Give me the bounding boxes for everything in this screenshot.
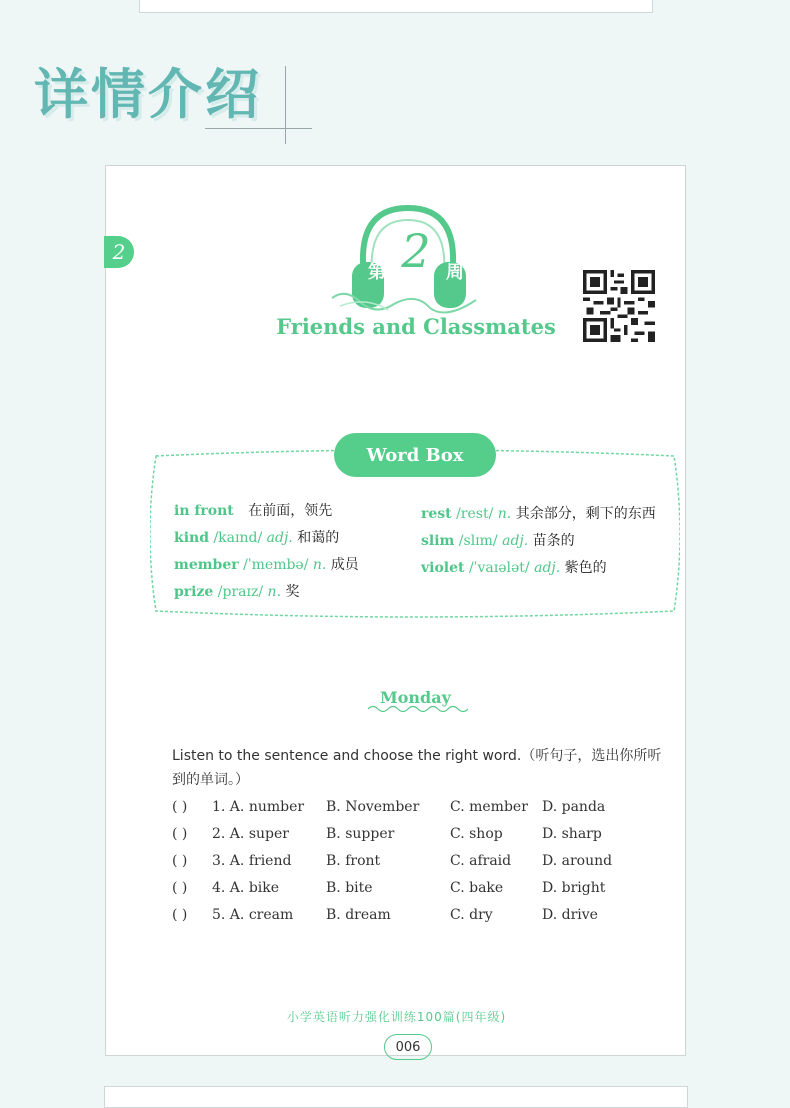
- word-box-title: Word Box: [334, 433, 496, 477]
- word-entry: [421, 557, 607, 577]
- answer-blank[interactable]: ( ): [172, 853, 188, 869]
- entry-word: violet: [421, 560, 465, 576]
- answer-blank[interactable]: ( ): [172, 907, 188, 923]
- word-entry: [174, 527, 339, 547]
- week-prefix: 第: [368, 262, 386, 283]
- entry-phonetic: /ˈvaɪələt/: [468, 560, 530, 576]
- option-d: D. sharp: [542, 826, 602, 842]
- exercise-instruction: Listen to the sentence and choose the right word.（听句子，选出你所听到的单词。）: [172, 748, 662, 788]
- word-entry: [421, 530, 575, 550]
- option-d: D. around: [542, 853, 613, 869]
- option-b: B. bite: [326, 880, 373, 896]
- option-c: C. dry: [450, 907, 493, 923]
- question-row: [106, 853, 687, 875]
- question-row: [106, 880, 687, 902]
- page-number: 006: [384, 1034, 432, 1060]
- book-page: [105, 165, 686, 1056]
- option-a: 3. A. friend: [212, 853, 292, 869]
- entry-phonetic: /rest/: [456, 506, 494, 522]
- entry-word: kind: [174, 530, 209, 546]
- entry-pos: n.: [312, 557, 327, 573]
- option-c: C. shop: [450, 826, 503, 842]
- question-row: [106, 826, 687, 848]
- option-c: C. bake: [450, 880, 504, 896]
- section-title: 详情介绍: [34, 63, 262, 126]
- answer-blank[interactable]: ( ): [172, 799, 188, 815]
- word-entry: [174, 500, 332, 520]
- word-entry: [174, 554, 359, 574]
- previous-section-card: [139, 0, 653, 13]
- question-row: [106, 799, 687, 821]
- option-a: 5. A. cream: [212, 907, 294, 923]
- entry-phonetic: /ˈmembə/: [243, 557, 309, 573]
- entry-meaning: 奖: [285, 584, 300, 600]
- option-d: D. panda: [542, 799, 606, 815]
- entry-pos: n.: [497, 506, 512, 522]
- entry-meaning: 成员: [330, 557, 359, 573]
- option-c: C. member: [450, 799, 528, 815]
- entry-meaning: 在前面，领先: [248, 503, 333, 519]
- title-divider-vertical: [285, 66, 286, 144]
- entry-meaning: 紫色的: [564, 560, 607, 576]
- entry-pos: adj.: [266, 530, 293, 546]
- option-b: B. front: [326, 853, 381, 869]
- word-entry: [421, 503, 656, 523]
- answer-blank[interactable]: ( ): [172, 880, 188, 896]
- option-a: 2. A. super: [212, 826, 289, 842]
- entry-meaning: 其余部分，剩下的东西: [515, 506, 656, 522]
- option-d: D. drive: [542, 907, 598, 923]
- entry-word: member: [174, 557, 239, 573]
- entry-meaning: 和蔼的: [297, 530, 340, 546]
- entry-meaning: 苗条的: [532, 533, 575, 549]
- book-title-footer: 小学英语听力强化训练100篇(四年级): [286, 1010, 507, 1024]
- option-b: B. November: [326, 799, 420, 815]
- option-b: B. supper: [326, 826, 395, 842]
- day-heading: Monday: [380, 688, 451, 707]
- entry-phonetic: /praɪz/: [217, 584, 264, 600]
- question-row: [106, 907, 687, 929]
- unit-title: Friends and Classmates: [276, 314, 556, 339]
- qr-code[interactable]: [583, 270, 655, 342]
- option-b: B. dream: [326, 907, 391, 923]
- entry-pos: adj.: [502, 533, 529, 549]
- option-d: D. bright: [542, 880, 606, 896]
- title-divider-horizontal: [205, 128, 312, 129]
- entry-pos: adj.: [534, 560, 561, 576]
- option-a: 4. A. bike: [212, 880, 280, 896]
- wave-underline: [368, 704, 468, 714]
- week-number: 2: [401, 224, 431, 278]
- next-section-card: [104, 1086, 688, 1108]
- option-a: 1. A. number: [212, 799, 305, 815]
- answer-blank[interactable]: ( ): [172, 826, 188, 842]
- week-suffix: 周: [446, 262, 464, 283]
- entry-phonetic: /slɪm/: [458, 533, 498, 549]
- entry-pos: n.: [267, 584, 282, 600]
- entry-word: slim: [421, 533, 455, 549]
- entry-word: rest: [421, 506, 452, 522]
- entry-phonetic: /kaɪnd/: [213, 530, 263, 546]
- entry-word: in front: [174, 503, 234, 519]
- entry-word: prize: [174, 584, 214, 600]
- option-c: C. afraid: [450, 853, 512, 869]
- word-entry: [174, 581, 299, 601]
- week-tab: 2: [104, 236, 134, 268]
